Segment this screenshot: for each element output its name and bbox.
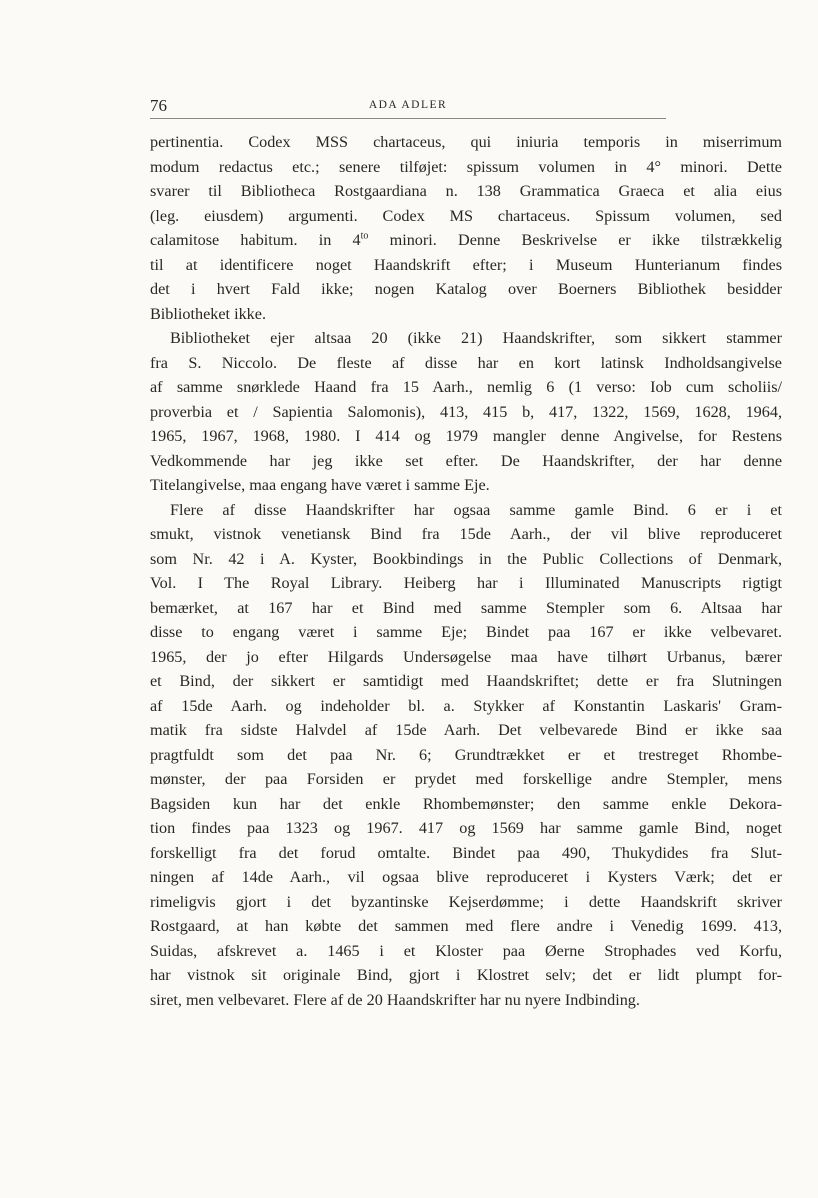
text-line: Titelangivelse, maa engang have været i samme Eje. bbox=[150, 476, 490, 494]
running-head: ADA ADLER bbox=[368, 99, 448, 111]
text-line: disse to engang været i samme Eje; Bindet paa 167 er ikke velbevaret. bbox=[150, 623, 782, 641]
text-line: Vedkommende har jeg ikke set efter. De Haandskrifter, der har denne bbox=[150, 451, 782, 470]
text-line: af 15de Aarh. og indeholder bl. a. Stykker af Konstantin Laskaris' Gram- bbox=[150, 696, 782, 715]
text-line: modum redactus etc.; senere tilføjet: spissum volumen in 4° minori. Dette bbox=[150, 157, 782, 176]
text-line: pertinentia. Codex MSS chartaceus, qui iniuria temporis in miserrimum bbox=[150, 133, 782, 151]
text-line: det i hvert Fald ikke; nogen Katalog over Boerners Bibliothek besidder bbox=[150, 280, 782, 298]
text-line: 1965, der jo efter Hilgards Undersøgelse maa have tilhørt Urbanus, bærer bbox=[150, 647, 782, 666]
text-line: siret, men velbevaret. Flere af de 20 Haandskrifter har nu nyere Indbinding. bbox=[150, 990, 640, 1009]
text-line: forskelligt fra det forud omtalte. Bindet paa 490, Thukydides fra Slut- bbox=[150, 843, 782, 862]
text-line: mønster, der paa Forsiden er prydet med forskellige andre Stempler, mens bbox=[150, 770, 782, 788]
text-segment: calamitose habitum. in 4 bbox=[150, 231, 361, 249]
text-line: svarer til Bibliotheca Rostgaardiana n. 138 Grammatica Graeca et alia eius bbox=[150, 182, 782, 200]
text-line: pragtfuldt som det paa Nr. 6; Grundtrækket er et trestreget Rhombe- bbox=[150, 745, 782, 764]
text-line bbox=[150, 228, 782, 253]
text-line: tion findes paa 1323 og 1967. 417 og 1569 har samme gamle Bind, noget bbox=[150, 819, 782, 837]
paragraph-3 bbox=[150, 498, 782, 1013]
text-line: til at identificere noget Haandskrift efter; i Museum Hunterianum findes bbox=[150, 255, 782, 274]
text-line: Vol. I The Royal Library. Heiberg har i Illuminated Manuscripts rigtigt bbox=[150, 574, 782, 592]
paragraph-2 bbox=[150, 326, 782, 498]
page-header bbox=[150, 96, 666, 119]
body-text bbox=[150, 130, 782, 1012]
paragraph-1 bbox=[150, 130, 782, 326]
text-line: 1965, 1967, 1968, 1980. I 414 og 1979 mangler denne Angivelse, for Restens bbox=[150, 427, 782, 445]
text-line: Bibliotheket ejer altsaa 20 (ikke 21) Haandskrifter, som sikkert stammer bbox=[170, 329, 782, 347]
text-line: Bibliotheket ikke. bbox=[150, 304, 266, 323]
superscript: to bbox=[360, 230, 369, 242]
text-line: som Nr. 42 i A. Kyster, Bookbindings in the Public Collections of Denmark, bbox=[150, 549, 782, 568]
text-line: Suidas, afskrevet a. 1465 i et Kloster paa Øerne Strophades ved Korfu, bbox=[150, 941, 782, 960]
text-line: bemærket, at 167 har et Bind med samme Stempler som 6. Altsaa har bbox=[150, 598, 782, 617]
text-line: smukt, vistnok venetiansk Bind fra 15de Aarh., der vil blive reproduceret bbox=[150, 525, 782, 543]
text-line: har vistnok sit originale Bind, gjort i Klostret selv; det er lidt plumpt for- bbox=[150, 966, 782, 984]
page-number: 76 bbox=[150, 96, 167, 115]
text-line: af samme snørklede Haand fra 15 Aarh., nemlig 6 (1 verso: Iob cum scholiis/ bbox=[150, 378, 782, 396]
text-line: fra S. Niccolo. De fleste af disse har en kort latinsk Indholdsangivelse bbox=[150, 353, 782, 372]
text-line: (leg. eiusdem) argumenti. Codex MS chartaceus. Spissum volumen, sed bbox=[150, 206, 782, 225]
text-line: ningen af 14de Aarh., vil ogsaa blive reproduceret i Kysters Værk; det er bbox=[150, 868, 782, 886]
text-line: rimeligvis gjort i det byzantinske Kejserdømme; i dette Haandskrift skriver bbox=[150, 892, 782, 911]
text-line: Flere af disse Haandskrifter har ogsaa samme gamle Bind. 6 er i et bbox=[170, 500, 782, 519]
text-line: matik fra sidste Halvdel af 15de Aarh. Det velbevarede Bind er ikke saa bbox=[150, 721, 782, 739]
text-segment: minori. Denne Beskrivelse er ikke tilstrækkelig bbox=[368, 231, 782, 249]
text-line: Rostgaard, at han købte det sammen med flere andre i Venedig 1699. 413, bbox=[150, 917, 782, 935]
text-line: Bagsiden kun har det enkle Rhombemønster; den samme enkle Dekora- bbox=[150, 794, 782, 813]
text-line: et Bind, der sikkert er samtidigt med Haandskriftet; dette er fra Slutningen bbox=[150, 672, 782, 690]
text-line: proverbia et / Sapientia Salomonis), 413, 415 b, 417, 1322, 1569, 1628, 1964, bbox=[150, 402, 782, 421]
